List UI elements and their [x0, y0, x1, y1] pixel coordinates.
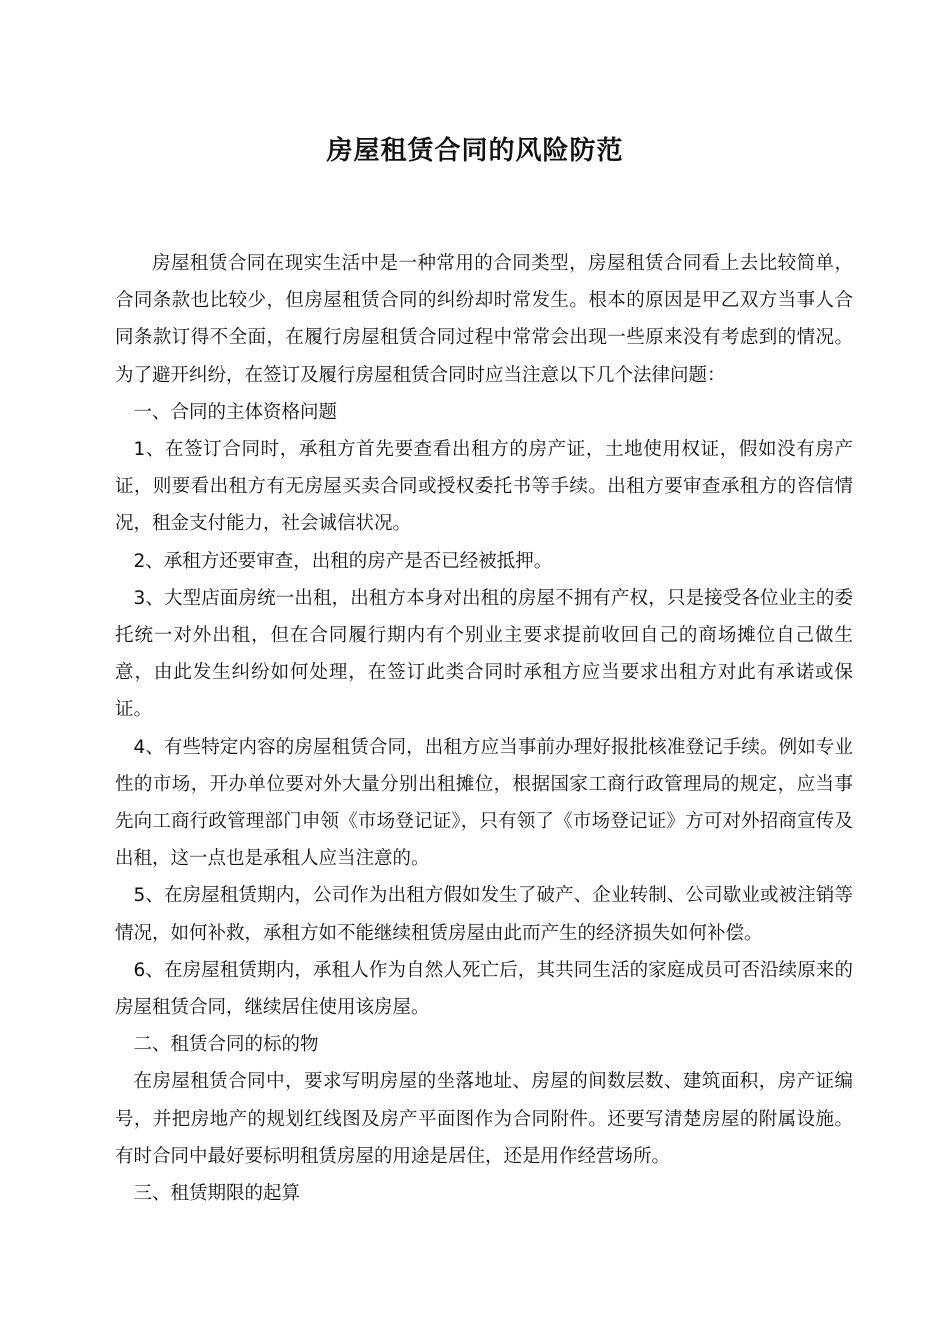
list-item-4: 4、有些特定内容的房屋租赁合同，出租方应当事前办理好报批核准登记手续。例如专业性的市场，开办单位要对外大量分别出租摊位，根据国家工商行政管理局的规定，应当事先向工商行政管理部门申领《市场登记证》，只有领了《市场登记证》方可对外招商宣传及出租，这一点也是承租人应当注意的。 — [115, 736, 853, 870]
section-heading-lease-term: 三、租赁期限的起算 — [133, 1183, 301, 1205]
section-heading-subject-qualification: 一、合同的主体资格问题 — [133, 401, 338, 423]
section-2-paragraph: 在房屋租赁合同中，要求写明房屋的坐落地址、房屋的间数层数、建筑面积，房产证编号，并把房地产的规划红线图及房产平面图作为合同附件。还要写清楚房屋的附属设施。有时合同中最好要标明租赁房屋的用途是居住，还是用作经营场所。 — [115, 1071, 853, 1167]
document-title: 房屋租赁合同的风险防范 — [326, 136, 624, 166]
list-item-6: 6、在房屋租赁期内，承租人作为自然人死亡后，其共同生活的家庭成员可否沿续原来的房屋租赁合同，继续居住使用该房屋。 — [115, 959, 853, 1019]
document-body — [115, 245, 853, 1212]
list-item-5: 5、在房屋租赁期内，公司作为出租方假如发生了破产、企业转制、公司歇业或被注销等情况，如何补救，承租方如不能继续租赁房屋由此而产生的经济损失如何补偿。 — [115, 885, 853, 944]
list-item-2: 2、承租方还要审查，出租的房产是否已经被抵押。 — [133, 550, 553, 572]
list-item-3: 3、大型店面房统一出租，出租方本身对出租的房屋不拥有产权，只是接受各位业主的委托统一对外出租，但在合同履行期内有个别业主要求提前收回自己的商场摊位自己做生意，由此发生纠纷如何处理，在签订此类合同时承租方应当要求出租方对此有承诺或保证。 — [115, 587, 853, 721]
section-heading-lease-object: 二、租赁合同的标的物 — [133, 1034, 319, 1056]
list-item-1: 1、在签订合同时，承租方首先要查看出租方的房产证，土地使用权证，假如没有房产证，则要看出租方有无房屋买卖合同或授权委托书等手续。出租方要审查承租方的咨信情况，租金支付能力，社会诚信状况。 — [115, 439, 853, 535]
intro-paragraph: 房屋租赁合同在现实生活中是一种常用的合同类型，房屋租赁合同看上去比较简单，合同条款也比较少，但房屋租赁合同的纠纷却时常发生。根本的原因是甲乙双方当事人合同条款订得不全面，在履行房屋租赁合同过程中常常会出现一些原来没有考虑到的情况。为了避开纠纷，在签订及履行房屋租赁合同时应当注意以下几个法律问题： — [115, 253, 853, 386]
